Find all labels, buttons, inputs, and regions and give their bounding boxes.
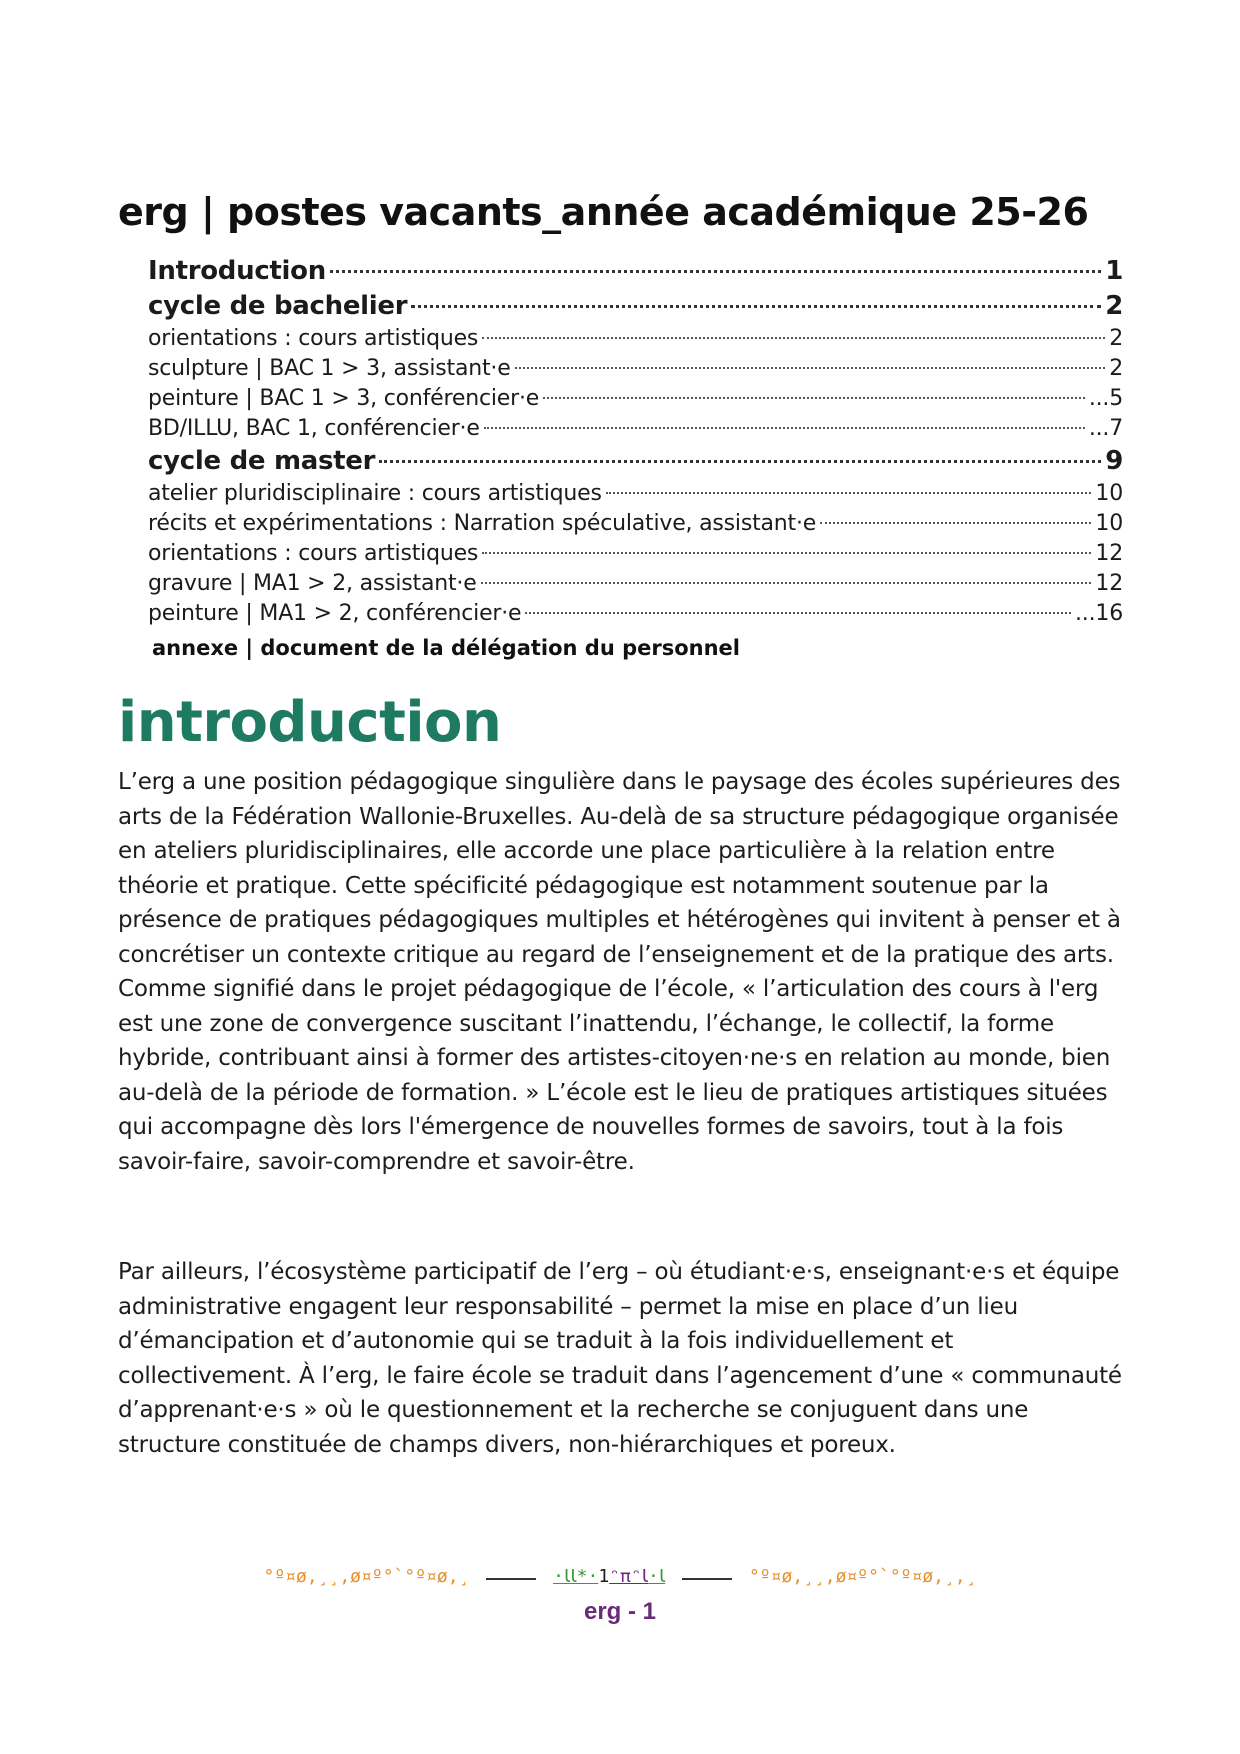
toc-entry[interactable] [148, 481, 1123, 511]
toc-entry-page: 2 [1105, 291, 1123, 321]
toc-entry-label: sculpture | BAC 1 > 3, assistant·e [148, 356, 511, 381]
toc-entry-page: 2 [1109, 326, 1123, 351]
toc-entry-page: 2 [1109, 356, 1123, 381]
toc-entry-label: cycle de master [148, 446, 376, 476]
toc-dot-leader [515, 367, 1106, 369]
toc-entry-label: orientations : cours artistiques [148, 326, 479, 351]
toc-entry-label: BD/ILLU, BAC 1, conférencier·e [148, 416, 480, 441]
introduction-paragraph-1: L’erg a une position pédagogique singulière dans le paysage des écoles supérieures des arts de la Fédération Wallonie-Bruxelles. Au-delà de sa structure pédagogique organisée en ateliers pluridisciplinaires, elle accorde une place particulière à la relation entre théorie et pratique. Cette spécificité pédagogique est notamment soutenue par la présence de pratiques pédagogiques multiples et hétérogènes qui invitent à penser et à concrétiser un contexte critique au regard de l’enseignement et de la pratique des arts. Comme signifié dans le projet pédagogique de l’école, « l’articulation des cours à l'erg est une zone de convergence suscitant l’inattendu, l’échange, le collectif, la forme hybride, contribuant ainsi à former des artistes-citoyen·ne·s en relation au monde, bien au-delà de la période de formation. » L’école est le lieu de pratiques artistiques situées qui accompagne dès lors l'émergence de nouvelles formes de savoirs, tout à la fois savoir-faire, savoir-comprendre et savoir-être. [118, 769, 1121, 1175]
toc-entry-page: ...16 [1075, 601, 1123, 626]
toc-entry[interactable] [148, 601, 1123, 631]
footer-glyph-purple: ᵔπᵔꙆ [609, 1566, 649, 1587]
toc-entry-page: 12 [1095, 541, 1123, 566]
toc-dot-leader [606, 492, 1092, 494]
toc-dot-leader [379, 460, 1101, 463]
toc-dot-leader [484, 427, 1085, 429]
toc-entry-label: orientations : cours artistiques [148, 541, 479, 566]
annex-link[interactable]: annexe | document de la délégation du personnel [152, 636, 740, 660]
footer-rule-left [486, 1578, 536, 1580]
toc-entry-label: peinture | MA1 > 2, conférencier·e [148, 601, 522, 626]
toc-entry[interactable] [148, 511, 1123, 541]
toc-entry[interactable] [148, 416, 1123, 446]
toc-entry[interactable] [148, 256, 1123, 291]
toc-entry-page: 10 [1095, 511, 1123, 536]
toc-entry-label: Introduction [148, 256, 326, 286]
toc-entry-page: 10 [1095, 481, 1123, 506]
toc-entry-page: 1 [1105, 256, 1123, 286]
toc-entry-label: cycle de bachelier [148, 291, 408, 321]
toc-dot-leader [482, 337, 1105, 339]
introduction-paragraph-2: Par ailleurs, l’écosystème participatif de l’erg – où étudiant·e·s, enseignant·e·s et équipe administrative engagent leur responsabilité – permet la mise en place d’un lieu d’émancipation et d’autonomie qui se traduit à la fois individuellement et collectivement. À l’erg, le faire école se traduit dans l’agencement d’une « communauté d’apprenant·e·s » où le questionnement et la recherche se conjuguent dans une structure constituée de champs divers, non-hiérarchiques et poreux. [118, 1259, 1122, 1458]
footer-glyph-green: ·ꙆꙆ*· [553, 1566, 599, 1587]
toc-dot-leader [543, 397, 1085, 399]
footer-rule-right [682, 1578, 732, 1580]
toc-entry-page: 9 [1105, 446, 1123, 476]
table-of-contents [148, 256, 1123, 631]
footer-ornament-left: °º¤ø,¸¸,ø¤º°`°º¤ø,¸ [263, 1566, 470, 1587]
toc-entry[interactable] [148, 541, 1123, 571]
toc-dot-leader [330, 270, 1101, 273]
footer-glyph-black: 1 [598, 1566, 610, 1587]
toc-entry[interactable] [148, 326, 1123, 356]
introduction-heading: introduction [118, 690, 502, 755]
toc-entry-label: récits et expérimentations : Narration spéculative, assistant·e [148, 511, 817, 536]
footer-glyph-green-2: ·Ꙇ [648, 1566, 666, 1587]
toc-entry[interactable] [148, 446, 1123, 481]
toc-entry-label: peinture | BAC 1 > 3, conférencier·e [148, 386, 540, 411]
toc-entry-page: 12 [1095, 571, 1123, 596]
toc-entry-page: ...5 [1088, 386, 1123, 411]
page-number: erg - 1 [583, 1598, 657, 1625]
footer-ornament-right: °º¤ø,¸¸,ø¤º°`°º¤ø,¸,¸ [748, 1566, 977, 1587]
toc-entry[interactable] [148, 386, 1123, 416]
toc-dot-leader [482, 552, 1091, 554]
toc-entry[interactable] [148, 571, 1123, 601]
toc-dot-leader [481, 582, 1092, 584]
toc-entry[interactable] [148, 356, 1123, 386]
toc-entry-label: atelier pluridisciplinaire : cours artistiques [148, 481, 602, 506]
toc-dot-leader [411, 305, 1101, 308]
toc-dot-leader [820, 522, 1091, 524]
toc-dot-leader [525, 612, 1071, 614]
toc-entry[interactable] [148, 291, 1123, 326]
toc-entry-label: gravure | MA1 > 2, assistant·e [148, 571, 477, 596]
page-title: erg | postes vacants_année académique 25-26 [118, 190, 1089, 234]
footer-decoration [0, 1566, 1240, 1587]
toc-entry-page: ...7 [1088, 416, 1123, 441]
